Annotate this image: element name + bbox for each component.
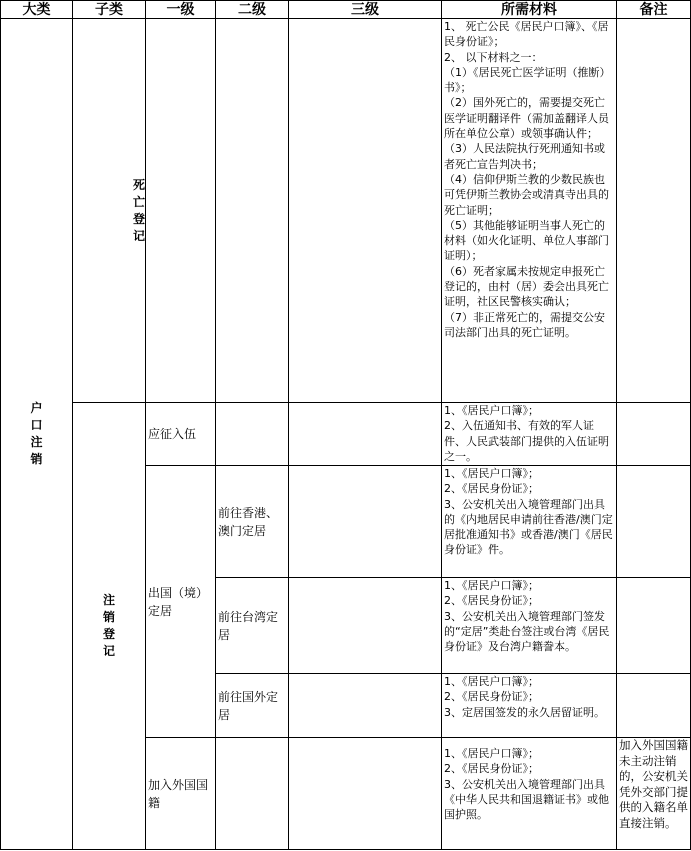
death-notes-cell [617, 19, 691, 403]
foreign-material-line: 2、《居民身份证》； [444, 690, 539, 704]
header-category: 大类 [1, 1, 73, 19]
enlist-level2-cell [216, 403, 289, 466]
table-row-death [1, 19, 691, 403]
death-material-line: （2）国外死亡的，需要提交死亡医学证明翻译件（需加盖翻译人员所在单位公章）或领事确认件； [444, 96, 609, 141]
enlist-level1-cell: 应征入伍 [146, 403, 216, 466]
foreign-level2-cell: 前往国外定居 [216, 674, 289, 738]
foreign-material-line: 1、《居民户口簿》； [444, 675, 539, 688]
enlist-level3-cell [289, 403, 442, 466]
foreign-material-line: 3、定居国签发的永久居留证明。 [444, 705, 605, 719]
taiwan-level3-cell [289, 578, 442, 674]
nationality-material-line: 1、《居民户口簿》； [444, 747, 539, 760]
hkmo-level2-cell: 前往香港、澳门定居 [216, 466, 289, 578]
category-cell [1, 19, 73, 850]
nationality-material-line: 3、公安机关出入境管理部门出具《中华人民共和国退籍证书》或他国护照。 [444, 777, 609, 822]
taiwan-material-line: 3、公安机关出入境管理部门签发的“定居”类赴台签注或台湾《居民身份证》及台湾户籍誊本。 [444, 609, 610, 654]
nationality-material-line: 2、《居民身份证》； [444, 762, 539, 776]
enlist-material-line: 2、入伍通知书、有效的军人证件、人民武装部门提供的入伍证明之一。 [444, 419, 609, 463]
subcategory-cancel-label: 注销登记 [102, 593, 115, 658]
death-level2-cell [216, 19, 289, 403]
hkmo-materials-cell [442, 466, 617, 578]
enlist-notes-cell [617, 403, 691, 466]
death-material-line: （7）非正常死亡的，需提交公安司法部门出具的死亡证明。 [444, 310, 605, 339]
hkmo-level3-cell [289, 466, 442, 578]
taiwan-notes-cell [617, 578, 691, 674]
header-level2: 二级 [216, 1, 289, 19]
taiwan-level2-cell: 前往台湾定居 [216, 578, 289, 674]
nationality-note-cell: 加入外国国籍未主动注销的，公安机关凭外交部门提供的入籍名单直接注销。 [617, 738, 691, 850]
taiwan-materials-cell [442, 578, 617, 674]
death-material-line: （3）人民法院执行死刑通知书或者死亡宣告判决书； [444, 142, 605, 171]
hkmo-notes-cell [617, 466, 691, 578]
taiwan-material-line: 2、《居民身份证》； [444, 594, 539, 608]
death-level3-cell [289, 19, 442, 403]
abroad-level1-cell: 出国（境）定居 [146, 466, 216, 738]
subcategory-cancel-cell [73, 403, 146, 850]
death-material-line: 2、 以下材料之一： [444, 50, 543, 64]
subcategory-death-cell [73, 19, 146, 403]
nationality-level3-cell [289, 738, 442, 850]
table-row-enlist [1, 403, 691, 466]
header-level1: 一级 [146, 1, 216, 19]
enlist-material-line: 1、《居民户口簿》； [444, 404, 539, 417]
death-materials-cell [442, 19, 617, 403]
enlist-materials-cell [442, 403, 617, 466]
death-material-line: （4）信仰伊斯兰教的少数民族也可凭伊斯兰教协会或清真寺出具的死亡证明； [444, 172, 609, 217]
foreign-notes-cell [617, 674, 691, 738]
death-material-line: （5）其他能够证明当事人死亡的材料（如火化证明、单位人事部门证明）； [444, 218, 609, 263]
hkmo-material-line: 2、《居民身份证》； [444, 482, 539, 496]
header-materials: 所需材料 [442, 1, 617, 19]
death-material-line: （1）《居民死亡医学证明（推断）书》； [444, 65, 611, 95]
header-subcategory: 子类 [73, 1, 146, 19]
foreign-level3-cell [289, 674, 442, 738]
header-level3: 三级 [289, 1, 442, 19]
death-level1-cell [146, 19, 216, 403]
category-label: 户口注销 [30, 401, 43, 466]
hkmo-material-line: 3、公安机关出入境管理部门出具的《内地居民申请前往香港/澳门定居批准通知书》或香港/澳门《居民身份证》件。 [444, 497, 613, 557]
foreign-materials-cell [442, 674, 617, 738]
death-material-line: （6）死者家属未按规定申报死亡登记的，由村（居）委会出具死亡证明，社区民警核实确认； [444, 264, 609, 309]
nationality-level1-cell: 加入外国国籍 [146, 738, 216, 850]
header-row [1, 1, 691, 19]
subcategory-death-label: 死亡登记 [132, 177, 145, 243]
death-material-line: 1、 死亡公民《居民户口簿》、《居民身份证》； [444, 20, 609, 49]
hkmo-material-line: 1、《居民户口簿》； [444, 467, 539, 480]
nationality-level2-cell [216, 738, 289, 850]
taiwan-material-line: 1、《居民户口簿》； [444, 579, 539, 592]
nationality-materials-cell [442, 738, 617, 850]
header-notes: 备注 [617, 1, 691, 19]
